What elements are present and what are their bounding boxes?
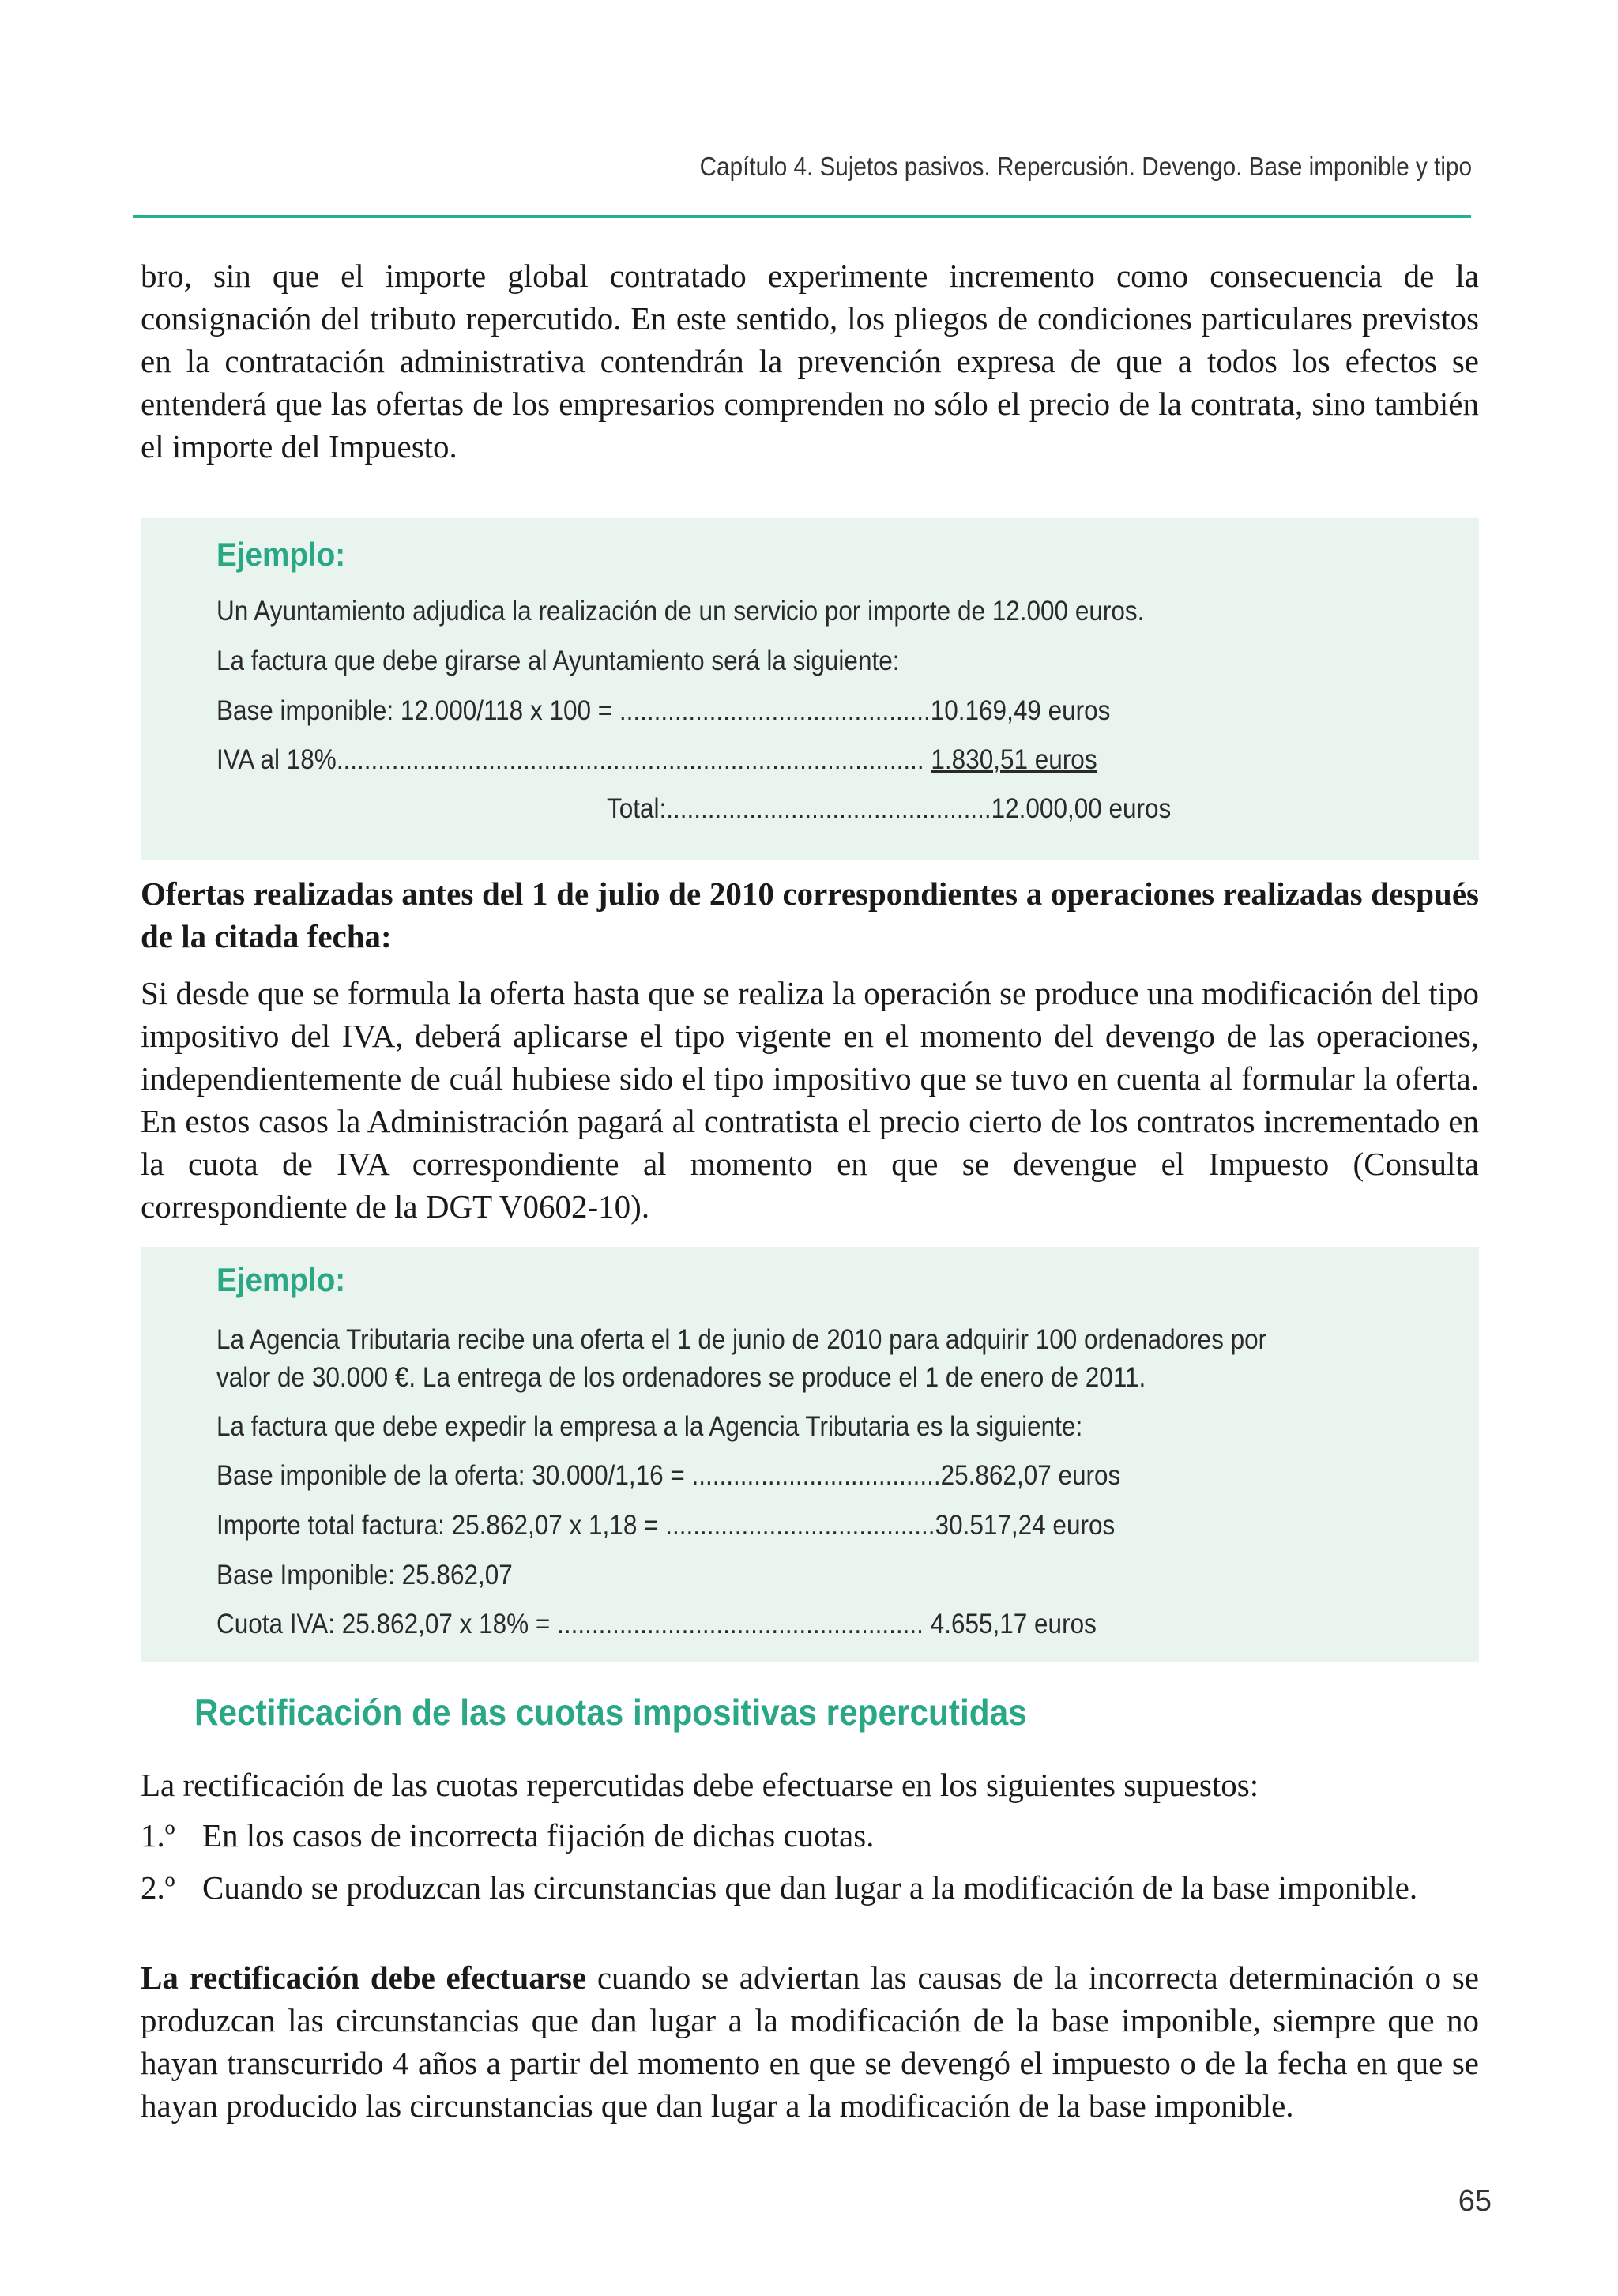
iva-amount: 1.830,51 euros	[931, 744, 1097, 775]
example-total-line: Total:...............................................12.000,00 euros	[607, 793, 1172, 824]
example-title: Ejemplo:	[216, 536, 346, 573]
example-line: La factura que debe expedir la empresa a la Agencia Tributaria es la siguiente:	[216, 1411, 1083, 1442]
bold-lead: La rectificación debe efectuarse	[141, 1959, 587, 1996]
example-line: Un Ayuntamiento adjudica la realización de un servicio por importe de 12.000 euros.	[216, 596, 1145, 627]
example-box-2	[141, 1247, 1479, 1662]
example-line: Base Imponible: 25.862,07	[216, 1560, 513, 1590]
list-text: En los casos de incorrecta fijación de dichas cuotas.	[202, 1817, 875, 1854]
example-line: Base imponible de la oferta: 30.000/1,16 = ....................................25.862,07 euros	[216, 1460, 1121, 1491]
paragraph-tipo-vigente: Si desde que se formula la oferta hasta que se realiza la operación se produce una modificación del tipo impositivo del IVA, deberá aplicarse el tipo vigente en el momento del devengo de las operaciones, independientemente de cuál hubiese sido el tipo impositivo que se tuvo en cuenta al formular la oferta. En estos casos la Administración pagará al contratista el precio cierto de los contratos incrementado en la cuota de IVA correspondiente al momento en que se devengue el Impuesto (Consulta correspondiente de la DGT V0602-10).	[141, 975, 1479, 1225]
example-title: Ejemplo:	[216, 1261, 346, 1298]
example-box-1	[141, 518, 1479, 860]
example-line: La Agencia Tributaria recibe una oferta el 1 de junio de 2010 para adquirir 100 ordenadores por	[216, 1324, 1267, 1355]
list-text: Cuando se produzcan las circunstancias que dan lugar a la modificación de la base imponible.	[202, 1869, 1418, 1906]
section-heading: Rectificación de las cuotas impositivas repercutidas	[194, 1692, 1027, 1733]
example-line: Cuota IVA: 25.862,07 x 18% = ..................................................... 4.655,17 euros	[216, 1609, 1097, 1639]
paragraph-contract-price: bro, sin que el importe global contratado experimente incremento como consecuencia de la consignación del tributo repercutido. En este sentido, los pliegos de condiciones particulares previstos en la contratación administrativa contendrán la prevención expresa de que a todos los efectos se entenderá que las ofertas de los empresarios comprenden no sólo el precio de la contrata, sino también el importe del Impuesto.	[141, 258, 1479, 465]
paragraph-supuestos: La rectificación de las cuotas repercutidas debe efectuarse en los siguientes supuestos:	[141, 1767, 1259, 1803]
header-rule	[133, 215, 1471, 218]
example-line: Importe total factura: 25.862,07 x 1,18 = .......................................30.517,24 euros	[216, 1510, 1116, 1541]
subheading-ofertas: Ofertas realizadas antes del 1 de julio de 2010 correspondientes a operaciones realizadas después de la citada fecha:	[141, 875, 1479, 954]
list-number: 1.º	[141, 1817, 175, 1854]
running-header: Capítulo 4. Sujetos pasivos. Repercusión. Devengo. Base imponible y tipo	[699, 152, 1472, 181]
paragraph-plazo-rectificacion	[141, 1956, 1479, 2127]
example-line: La factura que debe girarse al Ayuntamiento será la siguiente:	[216, 646, 900, 676]
example-line: Base imponible: 12.000/118 x 100 = .............................................10.169,49 euros	[216, 695, 1111, 726]
paragraph-rest: cuando se adviertan las causas de la incorrecta determinación o se produzcan las circunstancias que dan lugar a la modificación de la base imponible, siempre que no hayan transcurrido 4 años a partir del momento en que se devengó el impuesto o de la fecha en que se hayan producido las circunstancias que dan lugar a la modificación de la base imponible.	[141, 1959, 1479, 2124]
iva-label: IVA al 18%.....................................................................................	[216, 744, 931, 775]
example-line	[216, 744, 1097, 776]
list-number: 2.º	[141, 1869, 175, 1906]
example-line: valor de 30.000 €. La entrega de los ordenadores se produce el 1 de enero de 2011.	[216, 1362, 1146, 1393]
page-number: 65	[1458, 2185, 1492, 2218]
